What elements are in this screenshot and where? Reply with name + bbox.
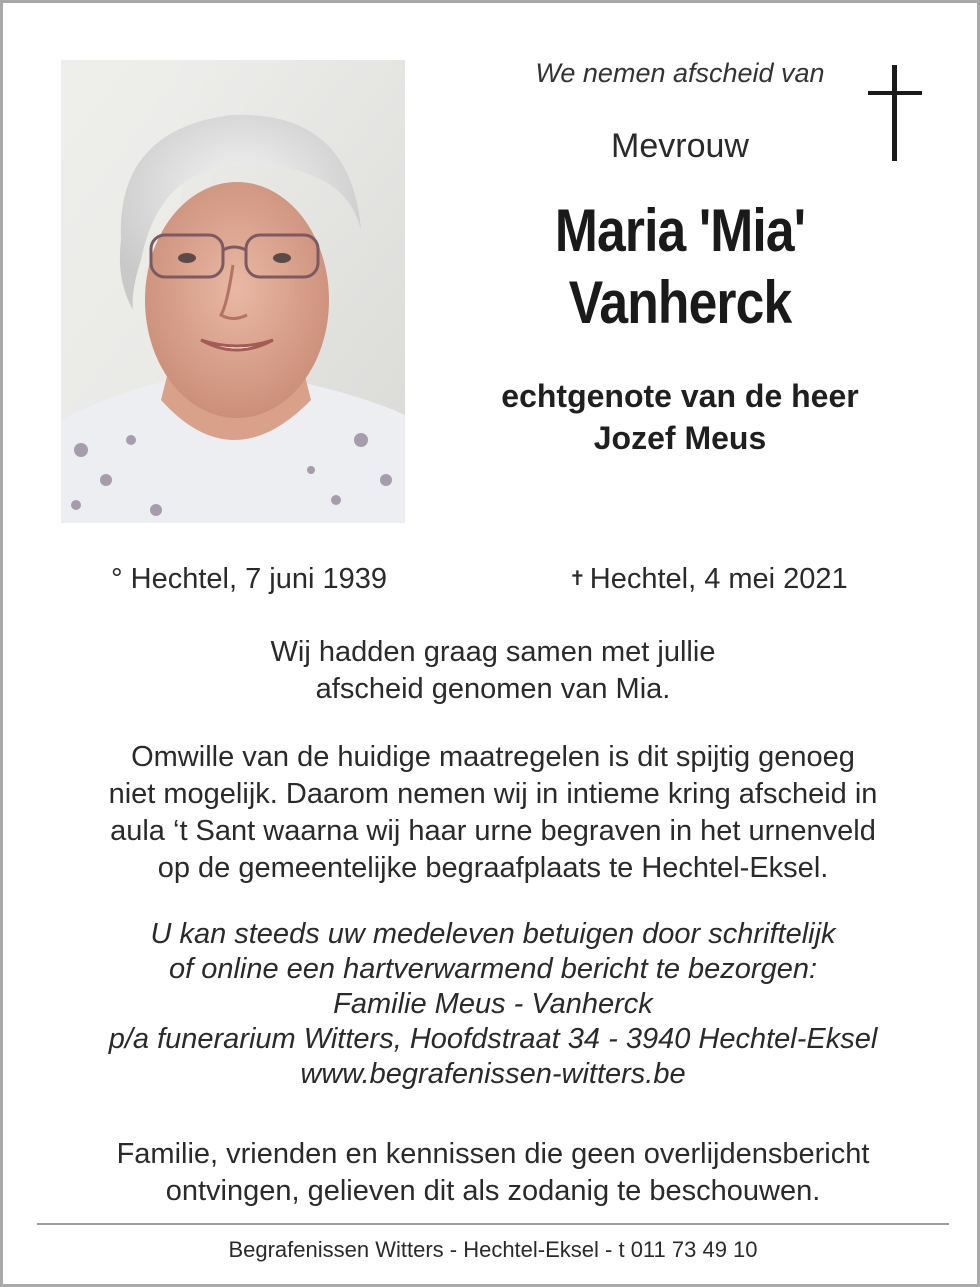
text-line: U kan steeds uw medeleven betuigen door schriftelijk bbox=[150, 918, 836, 950]
small-cross-icon: ✝ bbox=[569, 568, 586, 590]
intro-text: We nemen afscheid van bbox=[535, 58, 825, 88]
portrait-photo bbox=[61, 60, 405, 523]
salutation: Mevrouw bbox=[611, 127, 749, 165]
text-line: afscheid genomen van Mia. bbox=[315, 673, 671, 705]
paragraph-notice bbox=[43, 1136, 943, 1210]
family-name: Familie Meus - Vanherck bbox=[333, 988, 653, 1020]
paragraph-measures bbox=[43, 739, 943, 887]
deceased-name bbox=[469, 195, 890, 339]
spouse-line-1: echtgenote van de heer bbox=[501, 378, 859, 414]
footer-text: Begrafenissen Witters - Hechtel-Eksel - t 011 73 49 10 bbox=[228, 1237, 758, 1262]
text-line: aula ‘t Sant waarna wij haar urne begraven in het urnenveld bbox=[110, 815, 876, 847]
spouse-info bbox=[435, 375, 925, 459]
text-line: op de gemeentelijke begraafplaats te Hechtel-Eksel. bbox=[157, 852, 829, 884]
name-line-1: Maria 'Mia' bbox=[554, 197, 806, 264]
name-line-2: Vanherck bbox=[568, 269, 792, 336]
website-link[interactable]: www.begrafenissen-witters.be bbox=[300, 1058, 686, 1090]
spouse-line-2: Jozef Meus bbox=[593, 420, 767, 456]
paragraph-condolences bbox=[43, 917, 943, 1092]
portrait-illustration bbox=[61, 60, 405, 523]
text-line: Omwille van de huidige maatregelen is dit spijtig genoeg bbox=[131, 741, 855, 773]
text-line: of online een hartverwarmend bericht te bezorgen: bbox=[168, 953, 818, 985]
text-line: Familie, vrienden en kennissen die geen overlijdensbericht bbox=[116, 1138, 870, 1170]
text-line: niet mogelijk. Daarom nemen wij in intieme kring afscheid in bbox=[108, 778, 878, 810]
text-line: Wij hadden graag samen met jullie bbox=[270, 636, 716, 668]
death-date: Hechtel, 4 mei 2021 bbox=[589, 563, 848, 595]
death-date-block bbox=[569, 563, 848, 596]
paragraph-farewell bbox=[43, 634, 943, 708]
address: p/a funerarium Witters, Hoofdstraat 34 - 3940 Hechtel-Eksel bbox=[108, 1023, 878, 1055]
footer-divider bbox=[37, 1223, 949, 1225]
text-line: ontvingen, gelieven dit als zodanig te beschouwen. bbox=[165, 1175, 821, 1207]
birth-date: ° Hechtel, 7 juni 1939 bbox=[111, 563, 387, 595]
